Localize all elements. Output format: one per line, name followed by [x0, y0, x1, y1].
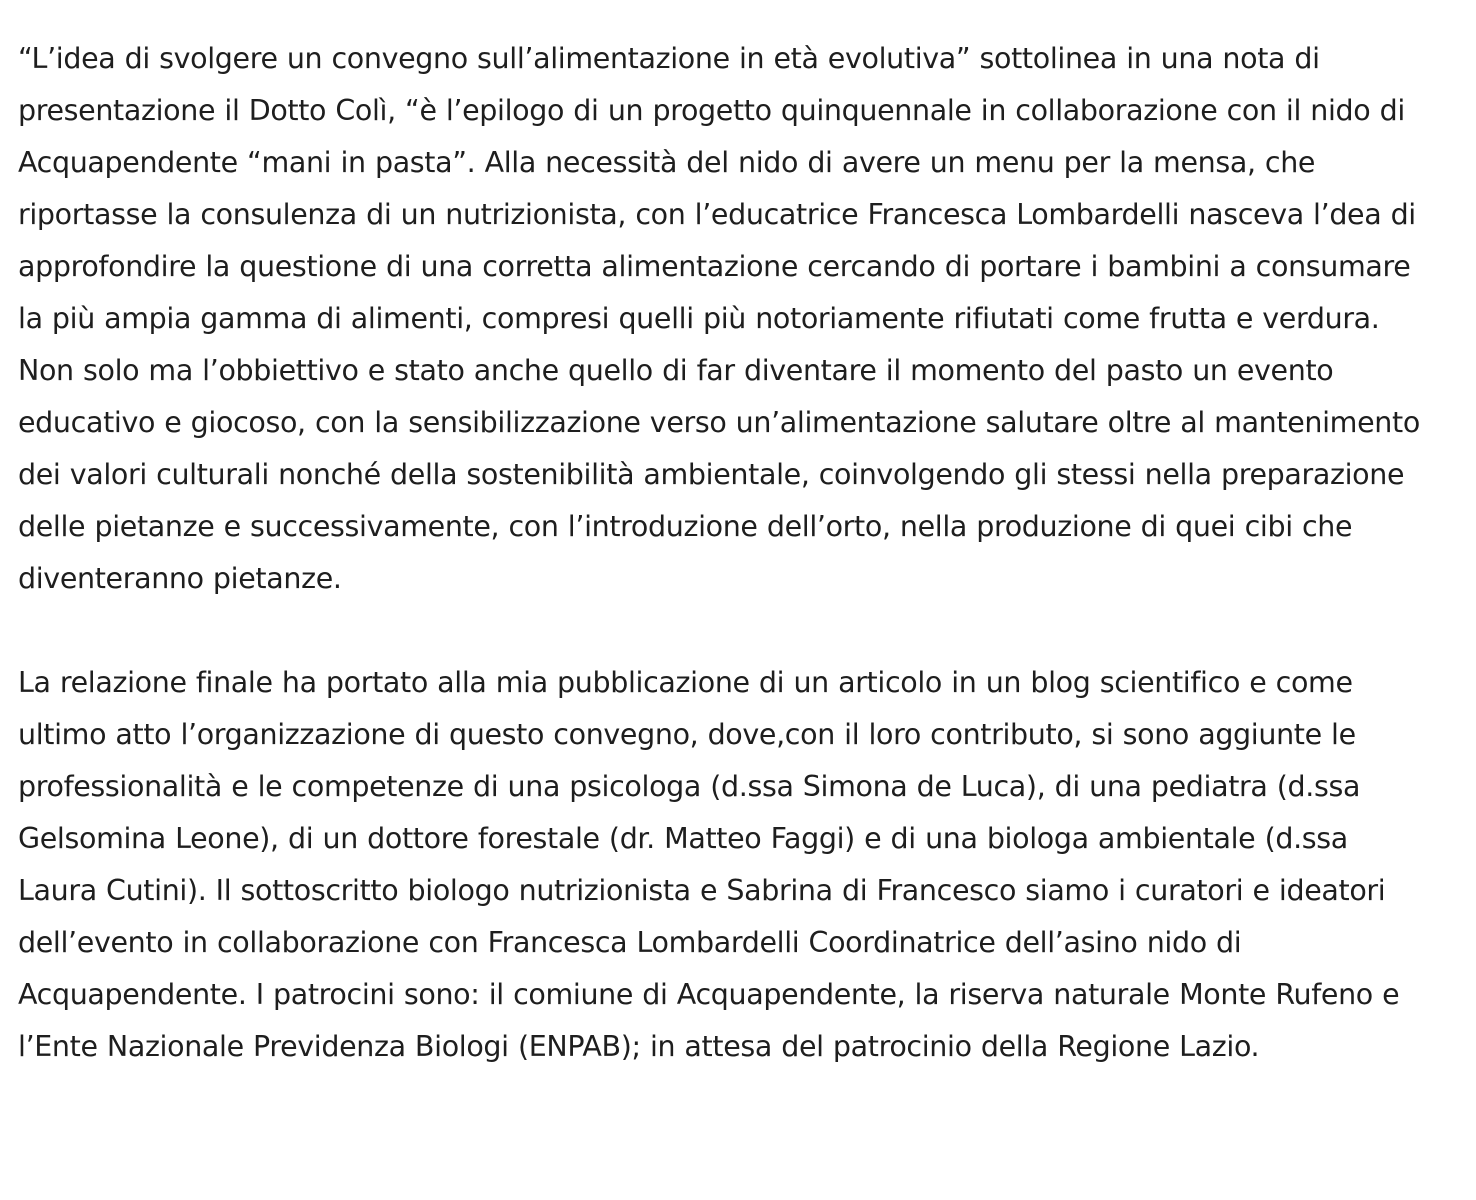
article-body: [18, 33, 1428, 1073]
article-paragraph-2: La relazione finale ha portato alla mia pubblicazione di un articolo in un blog scientifico e come ultimo atto l’organizzazione di questo convegno, dove,con il loro contributo, si sono aggiunte le professionalità e le competenze di una psicologa (d.ssa Simona de Luca), di una pediatra (d.ssa Gelsomina Leone), di un dottore forestale (dr. Matteo Faggi) e di una biologa ambientale (d.ssa Laura Cutini). Il sottoscritto biologo nutrizionista e Sabrina di Francesco siamo i curatori e ideatori dell’evento in collaborazione con Francesca Lombardelli Coordinatrice dell’asino nido di Acquapendente. I patrocini sono: il comiune di Acquapendente, la riserva naturale Monte Rufeno e l’Ente Nazionale Previdenza Biologi (ENPAB); in attesa del patrocinio della Regione Lazio.: [18, 666, 1400, 1063]
article-paragraph-1: “L’idea di svolgere un convegno sull’alimentazione in età evolutiva” sottolinea in una nota di presentazione il Dotto Colì, “è l’epilogo di un progetto quinquennale in collaborazione con il nido di Acquapendente “mani in pasta”. Alla necessità del nido di avere un menu per la mensa, che riportasse la consulenza di un nutrizionista, con l’educatrice Francesca Lombardelli nasceva l’dea di approfondire la questione di una corretta alimentazione cercando di portare i bambini a consumare la più ampia gamma di alimenti, compresi quelli più notoriamente rifiutati come frutta e verdura. Non solo ma l’obbiettivo e stato anche quello di far diventare il momento del pasto un evento educativo e giocoso, con la sensibilizzazione verso un’alimentazione salutare oltre al mantenimento dei valori culturali nonché della sostenibilità ambientale, coinvolgendo gli stessi nella preparazione delle pietanze e successivamente, con l’introduzione dell’orto, nella produzione di quei cibi che diventeranno pietanze.: [18, 42, 1420, 595]
